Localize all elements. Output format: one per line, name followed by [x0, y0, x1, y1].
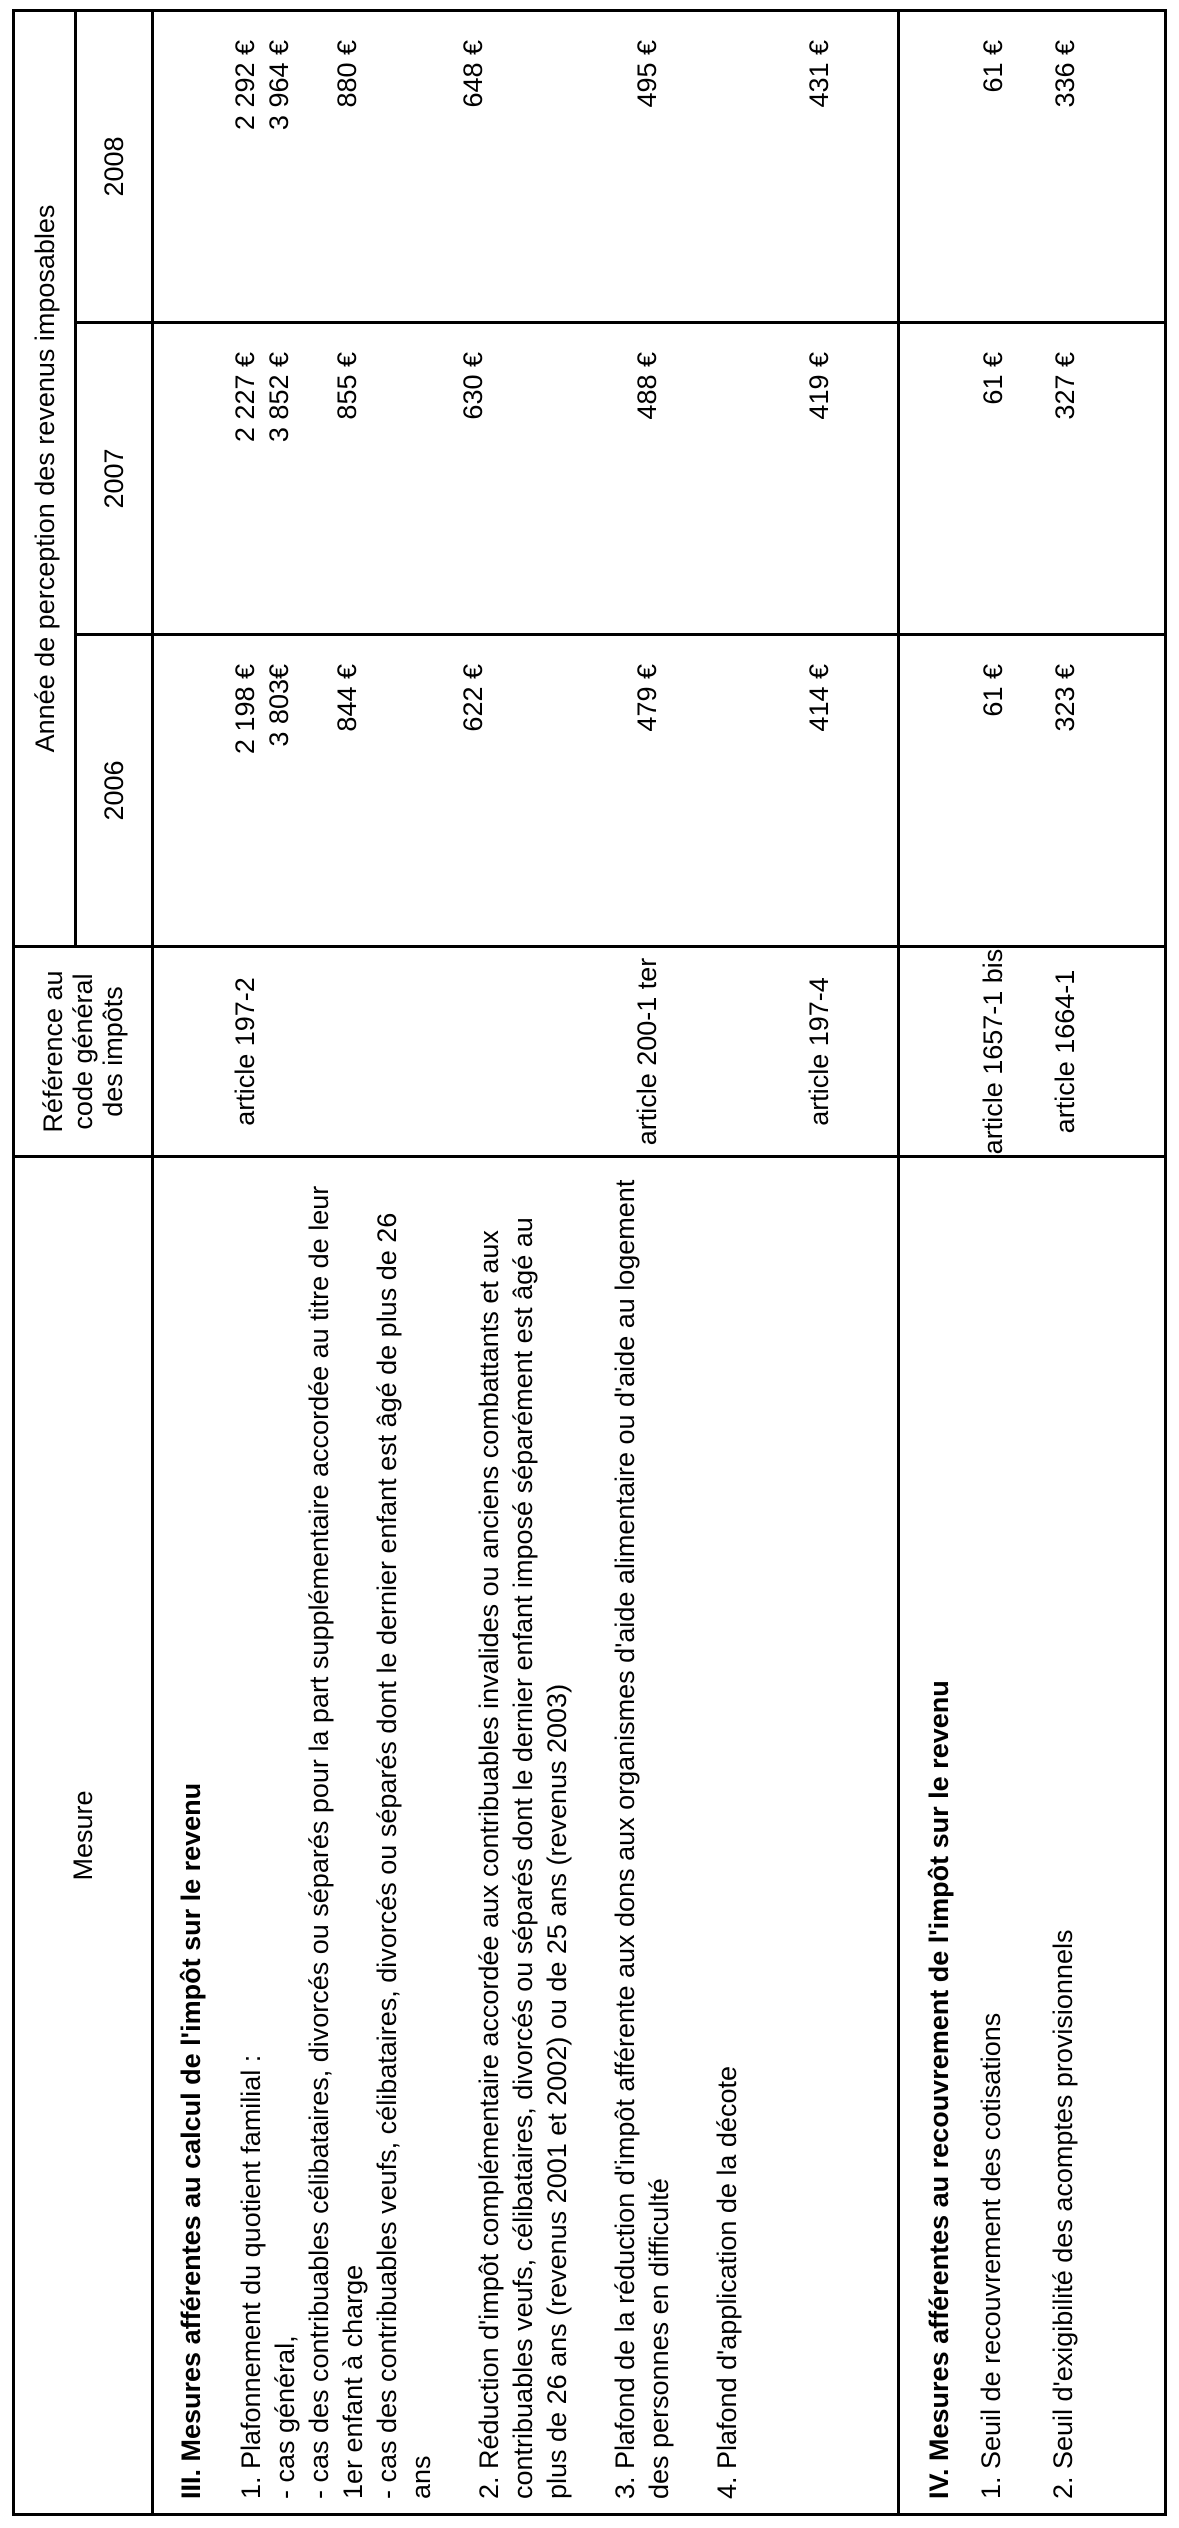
- value-2006: 622 €: [457, 664, 488, 732]
- reference-text: article 197-2: [229, 977, 260, 1126]
- value-2008: 2 292 € 3 964 € 880 €: [229, 39, 362, 131]
- measure-item-text: 4. Plafond d'application de la décote: [711, 2066, 742, 2499]
- section-mesure-cell: [899, 1157, 1166, 2515]
- value-2007: 488 €: [631, 352, 662, 420]
- section-ref-cell: [899, 947, 1166, 1157]
- section-row-recouvrement: [899, 10, 1166, 2514]
- measure-item-text: 1. Plafonnement du quotient familial : - cas général, - cas des contribuables célibataires, divorcés ou séparés pour la part supplémentaire accordée au titre de leur 1er enfant à charge - cas des contribuables veufs, célibataires, divorcés ou séparés dont le dernier enfant est âgé de plus de 26 ans: [235, 1185, 436, 2499]
- measure-item-text: 1. Seuil de recouvrement des cotisations: [976, 2012, 1007, 2499]
- header-row-1: [14, 10, 76, 2514]
- value-2006: 479 €: [631, 664, 662, 732]
- value-2007: 630 €: [457, 352, 488, 420]
- value-2008: 61 €: [978, 39, 1009, 93]
- value-2007: 419 €: [803, 352, 834, 420]
- value-2006: 61 €: [978, 664, 1009, 717]
- header-annee-group: Année de perception des revenus imposables: [14, 10, 76, 946]
- reference-text: article 197-4: [803, 977, 834, 1126]
- measure-item-text: 3. Plafond de la réduction d'impôt afférente aux dons aux organismes d'aide alimentaire ou d'aide au logement des personnes en difficulté: [609, 1179, 674, 2499]
- section-ref-cell: [152, 947, 898, 1157]
- header-year-2006: 2006: [76, 635, 153, 947]
- value-2007: 61 €: [978, 352, 1009, 405]
- value-2008: 648 €: [457, 39, 488, 108]
- section-2007-cell: [899, 323, 1166, 635]
- reference-text: article 1664-1: [1050, 969, 1081, 1134]
- value-2007: 327 €: [1050, 352, 1081, 420]
- value-2008: 431 €: [803, 39, 834, 108]
- section-2008-cell: [899, 10, 1166, 322]
- header-year-2008: 2008: [76, 10, 153, 322]
- section-2008-cell: [152, 10, 898, 322]
- header-mesure: Mesure: [14, 1157, 153, 2515]
- section-mesure-cell: [152, 1157, 898, 2515]
- section-2007-cell: [152, 323, 898, 635]
- value-2007: 2 227 € 3 852 € 855 €: [229, 352, 362, 443]
- value-2008: 495 €: [631, 39, 662, 108]
- section-title: III. Mesures afférentes au calcul de l'impôt sur le revenu: [175, 1782, 206, 2499]
- value-2006: 414 €: [803, 664, 834, 732]
- value-2006: 323 €: [1050, 664, 1081, 732]
- value-2008: 336 €: [1050, 39, 1081, 108]
- value-2006: 2 198 € 3 803€ 844 €: [229, 664, 362, 755]
- measure-item-text: 2. Seuil d'exigibilité des acomptes provisionnels: [1048, 1929, 1079, 2499]
- section-title: IV. Mesures afférentes au recouvrement de l'impôt sur le revenu: [924, 1680, 955, 2499]
- reference-text: article 1657-1 bis: [978, 948, 1009, 1155]
- tax-measures-table: [12, 9, 1167, 2516]
- section-2006-cell: [899, 635, 1166, 947]
- header-year-2007: 2007: [76, 323, 153, 635]
- reference-text: article 200-1 ter: [631, 957, 662, 1146]
- header-reference: Référence au code général des impôts: [14, 947, 153, 1157]
- section-2006-cell: [152, 635, 898, 947]
- section-row-calcul: [152, 10, 898, 2514]
- measure-item-text: 2. Réduction d'impôt complémentaire accordée aux contribuables invalides ou anciens combattants et aux contribuables veufs, célibataires, divorcés ou séparés dont le dernier enfant imposé séparément est âgé au plus de 26 ans (revenus 2001 et 2002) ou de 25 ans (revenus 2003): [473, 1217, 572, 2499]
